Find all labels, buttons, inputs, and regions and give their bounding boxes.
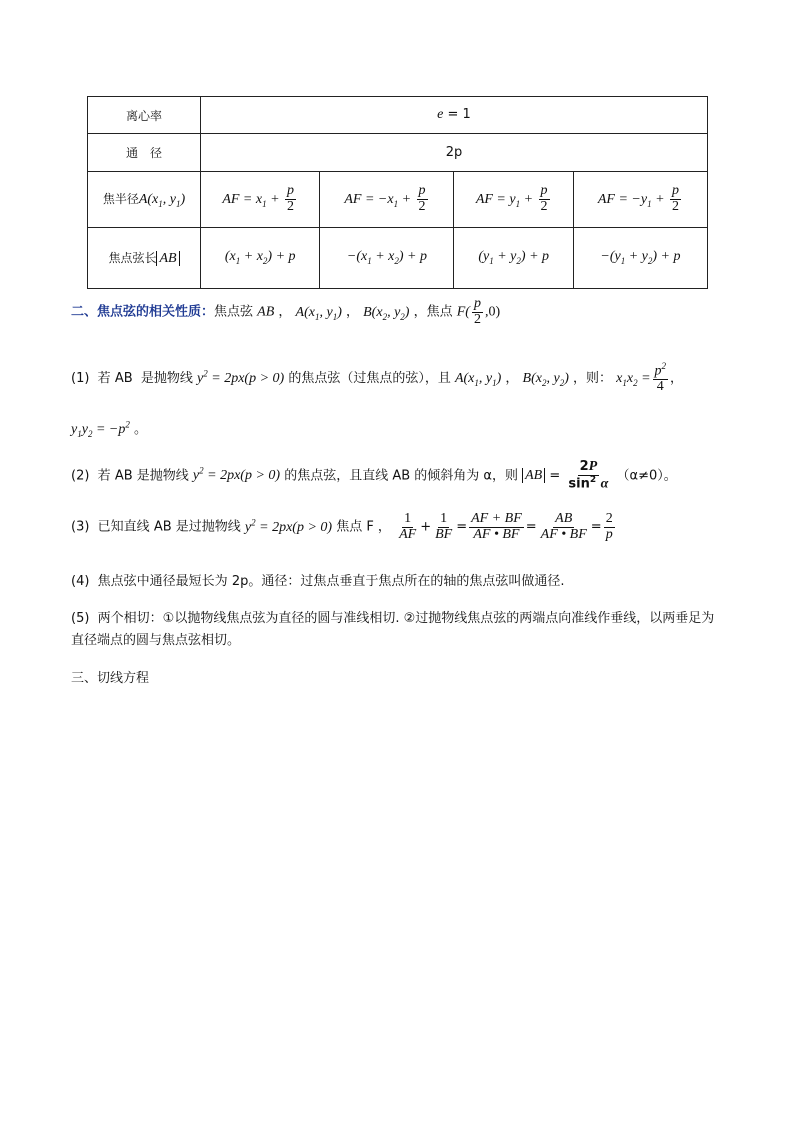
focal-chord-cell-4: $-(y_1 + y_2) + p$	[573, 227, 707, 288]
row-eccentricity	[88, 97, 708, 134]
section-2-heading: 二、焦点弦的相关性质：焦点弦 AB ， $A(x_1$, $y_1$) ， $B(x_2$, $y_2$) ，焦点 F( $\frac{p}{2}$ ,0)	[71, 296, 501, 327]
row-focal-radius	[88, 172, 708, 227]
item-4: (4) 焦点弦中通径最短长为 2p。通径：过焦点垂直于焦点所在的轴的焦点弦叫做通径.	[71, 574, 565, 589]
latus-rectum-value: 2p	[201, 134, 708, 172]
focal-chord-cell-2: $-(x_1 + x_2) + p$	[320, 227, 454, 288]
property-table	[87, 96, 708, 289]
row-latus-rectum	[88, 134, 708, 172]
eccentricity-value: e = 1	[201, 97, 708, 134]
focal-radius-cell-2: AF = $-x_1$ + $\frac{p}{2}$	[320, 172, 454, 227]
focal-chord-cell-3: $(y_1 + y_2) + p$	[454, 227, 573, 288]
eccentricity-label: 离心率	[88, 97, 201, 134]
focal-radius-cell-1: AF = $x_1$ + $\frac{p}{2}$	[201, 172, 320, 227]
focal-radius-cell-4: AF = $-y_1$ + $\frac{p}{2}$	[573, 172, 707, 227]
focal-radius-cell-3: AF = $y_1$ + $\frac{p}{2}$	[454, 172, 573, 227]
latus-rectum-label: 通 径	[88, 134, 201, 172]
focal-chord-label: 焦点弦长 AB	[88, 227, 201, 288]
item-2: (2) 若 AB 是抛物线 $y^2 = 2px(p > 0)$ 的焦点弦，且直线 AB 的倾斜角为 α，则 AB = $\frac{2P}{\sin^2 \alpha}$ （α≠0）。	[71, 459, 677, 492]
item-1: (1) 若 AB 是抛物线 $y^2 = 2px(p > 0)$ 的焦点弦（过焦点的弦），且 $A(x_1$, $y_1$) ， $B(x_2$, $y_2$) ，则： $x_1x_2$ = $\frac{p^2}{4}$ ，	[71, 361, 684, 395]
row-focal-chord	[88, 227, 708, 288]
focal-chord-cell-1: $(x_1 + x_2) + p$	[201, 227, 320, 288]
item-3: (3) 已知直线 AB 是过抛物线 $y^2 = 2px(p > 0)$ 焦点 F ， $\frac{1}{AF}$ + $\frac{1}{BF}$ = $\frac{AF + BF}{AF • BF}$ = $\frac{AB}{AF • BF}$ = $\frac{2}{p}$	[71, 511, 613, 542]
item-1-continued: $y_1y_2 = -p^2$ 。	[71, 419, 147, 439]
item-5: (5) 两个相切：①以抛物线焦点弦为直径的圆与准线相切. ②过抛物线焦点弦的两端点向准线作垂线，以两垂足为直径端点的圆与焦点弦相切。	[71, 611, 715, 648]
section-3-heading: 三、切线方程	[71, 671, 150, 686]
focal-radius-label: 焦半径$A(x_1$, $y_1$)	[88, 172, 201, 227]
